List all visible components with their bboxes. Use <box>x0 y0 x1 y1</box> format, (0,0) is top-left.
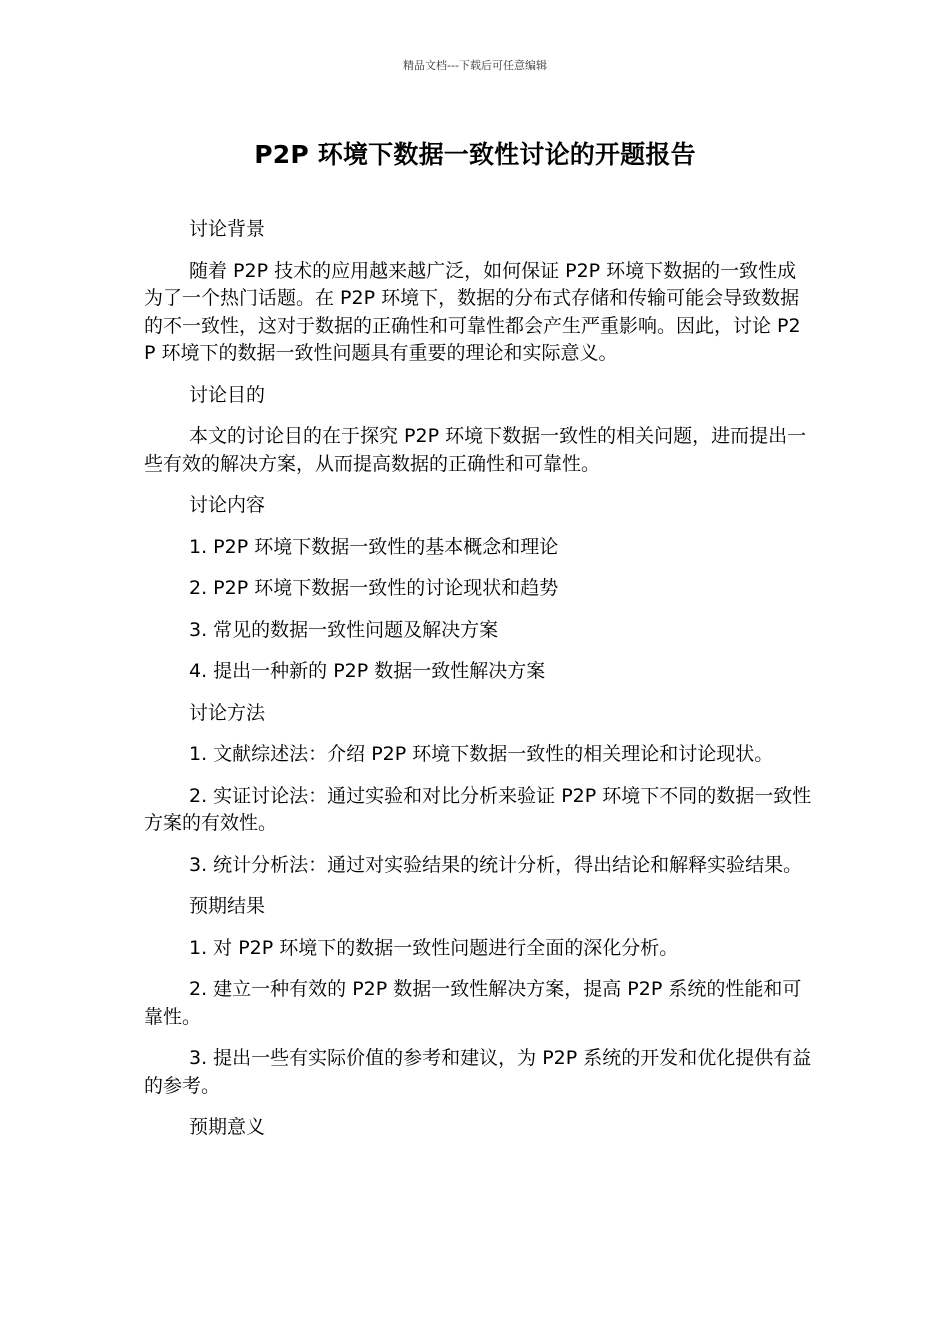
section-heading-significance: 预期意义 <box>189 1116 266 1138</box>
list-item: 1. P2P 环境下数据一致性的基本概念和理论 <box>189 535 559 558</box>
document-body <box>144 216 812 1156</box>
purpose-paragraph: 本文的讨论目的在于探究 P2P 环境下数据一致性的相关问题，进而提出一些有效的解决方案，从而提高数据的正确性和可靠性。 <box>144 425 807 475</box>
list-item: 1. 文献综述法：介绍 P2P 环境下数据一致性的相关理论和讨论现状。 <box>189 743 774 765</box>
list-item: 4. 提出一种新的 P2P 数据一致性解决方案 <box>189 660 546 682</box>
background-paragraph: 随着 P2P 技术的应用越来越广泛，如何保证 P2P 环境下数据的一致性成为了一个热门话题。在 P2P 环境下，数据的分布式存储和传输可能会导致数据的不一致性，这对于数据的正确性和可靠性都会产生严重影响。因此，讨论 P2P 环境下的数据一致性问题具有重要的理论和实际意义。 <box>144 259 801 364</box>
section-heading-background: 讨论背景 <box>189 218 266 240</box>
document-title: P2P 环境下数据一致性讨论的开题报告 <box>254 140 696 169</box>
header-note: 精品文档---下载后可任意编辑 <box>403 59 547 72</box>
section-heading-purpose: 讨论目的 <box>189 383 266 406</box>
section-heading-methods: 讨论方法 <box>189 701 266 724</box>
list-item: 3. 统计分析法：通过对实验结果的统计分析，得出结论和解释实验结果。 <box>189 853 803 876</box>
list-item: 2. P2P 环境下数据一致性的讨论现状和趋势 <box>189 577 559 599</box>
list-item: 3. 提出一些有实际价值的参考和建议，为 P2P 系统的开发和优化提供有益的参考。 <box>144 1047 812 1097</box>
list-item: 1. 对 P2P 环境下的数据一致性问题进行全面的深化分析。 <box>189 936 679 959</box>
list-item: 2. 实证讨论法：通过实验和对比分析来验证 P2P 环境下不同的数据一致性方案的有效性。 <box>144 784 812 834</box>
section-heading-results: 预期结果 <box>189 895 266 917</box>
list-item: 3. 常见的数据一致性问题及解决方案 <box>189 618 499 641</box>
list-item: 2. 建立一种有效的 P2P 数据一致性解决方案，提高 P2P 系统的性能和可靠性。 <box>144 978 802 1028</box>
section-heading-content: 讨论内容 <box>189 494 266 516</box>
